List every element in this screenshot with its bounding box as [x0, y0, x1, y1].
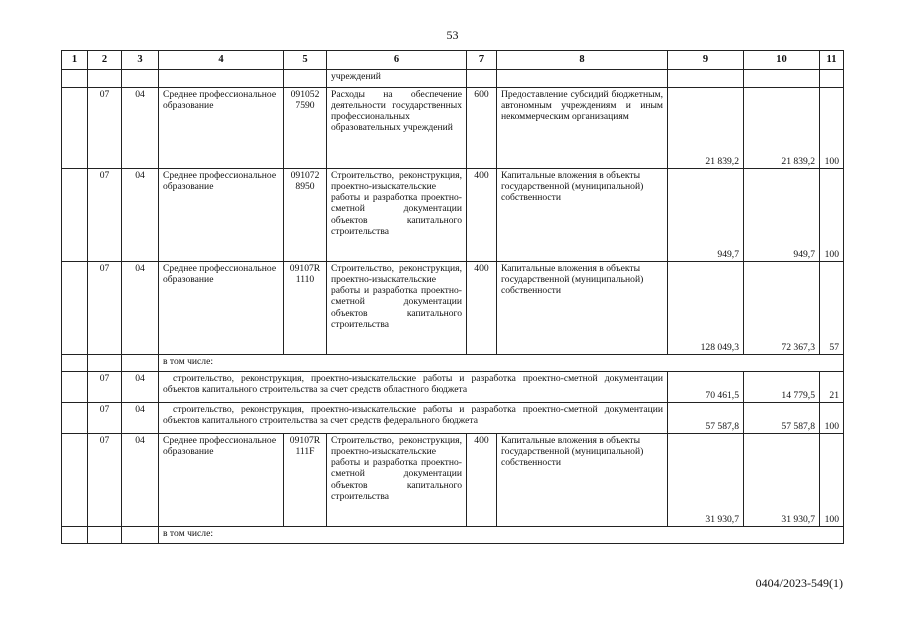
expense-name: Строительство, реконструкция, проектно-изыскательские работы и разработка проектно-сметной документации объектов капитального строительства — [327, 169, 467, 262]
expense-type-code: 400 — [467, 262, 497, 355]
actual-amount: 72 367,3 — [744, 262, 820, 355]
planned-amount: 949,7 — [668, 169, 744, 262]
planned-amount: 21 839,2 — [668, 88, 744, 169]
expense-type-code: 400 — [467, 434, 497, 527]
expense-type-code: 600 — [467, 88, 497, 169]
expense-name: Строительство, реконструкция, проектно-изыскательские работы и разработка проектно-сметной документации объектов капитального строительства — [327, 434, 467, 527]
percent-executed: 100 — [820, 169, 844, 262]
actual-amount: 21 839,2 — [744, 88, 820, 169]
expense-type-name: Капитальные вложения в объекты государственной (муниципальной) собственности — [497, 434, 668, 527]
section-code: 07 — [88, 372, 122, 403]
header-col-1: 1 — [62, 51, 88, 70]
subsection-code: 04 — [122, 434, 159, 527]
table-row — [62, 434, 844, 527]
funding-source-description: строительство, реконструкция, проектно-изыскательские работы и разработка проектно-сметной документации объектов капитального строительства за счет средств областного бюджета — [159, 372, 668, 403]
planned-amount: 31 930,7 — [668, 434, 744, 527]
actual-amount: 949,7 — [744, 169, 820, 262]
actual-amount: 31 930,7 — [744, 434, 820, 527]
planned-amount: 57 587,8 — [668, 403, 744, 434]
header-col-3: 3 — [122, 51, 159, 70]
percent-executed: 100 — [820, 88, 844, 169]
subsection-code: 04 — [122, 372, 159, 403]
percent-executed: 21 — [820, 372, 844, 403]
header-col-6: 6 — [327, 51, 467, 70]
continuation-row — [62, 70, 844, 88]
section-code: 07 — [88, 88, 122, 169]
section-name: Среднее профессиональное образование — [159, 262, 284, 355]
subsection-code: 04 — [122, 403, 159, 434]
including-row — [62, 527, 844, 544]
expense-type-name: Предоставление субсидий бюджетным, автономным учреждениям и иным некоммерческим организациям — [497, 88, 668, 169]
table-row — [62, 169, 844, 262]
expense-type-name: Капитальные вложения в объекты государственной (муниципальной) собственности — [497, 262, 668, 355]
percent-executed: 57 — [820, 262, 844, 355]
section-code: 07 — [88, 262, 122, 355]
planned-amount: 128 049,3 — [668, 262, 744, 355]
section-name: Среднее профессиональное образование — [159, 169, 284, 262]
expense-name: Строительство, реконструкция, проектно-изыскательские работы и разработка проектно-сметной документации объектов капитального строительства — [327, 262, 467, 355]
table-row — [62, 403, 844, 434]
section-name: Среднее профессиональное образование — [159, 88, 284, 169]
header-col-10: 10 — [744, 51, 820, 70]
header-col-2: 2 — [88, 51, 122, 70]
header-col-4: 4 — [159, 51, 284, 70]
header-col-5: 5 — [284, 51, 327, 70]
subsection-code: 04 — [122, 88, 159, 169]
target-article: 09107R 111F — [284, 434, 327, 527]
actual-amount: 14 779,5 — [744, 372, 820, 403]
expense-name: Расходы на обеспечение деятельности государственных профессиональных образовательных учреждений — [327, 88, 467, 169]
header-col-8: 8 — [497, 51, 668, 70]
including-label: в том числе: — [159, 527, 844, 544]
expense-type-name: Капитальные вложения в объекты государственной (муниципальной) собственности — [497, 169, 668, 262]
table-row — [62, 88, 844, 169]
section-name: Среднее профессиональное образование — [159, 434, 284, 527]
header-col-11: 11 — [820, 51, 844, 70]
budget-table — [61, 50, 844, 544]
header-col-7: 7 — [467, 51, 497, 70]
table-row — [62, 262, 844, 355]
expense-type-code: 400 — [467, 169, 497, 262]
percent-executed: 100 — [820, 434, 844, 527]
actual-amount: 57 587,8 — [744, 403, 820, 434]
funding-source-description: строительство, реконструкция, проектно-изыскательские работы и разработка проектно-сметной документации объектов капитального строительства за счет средств федерального бюджета — [159, 403, 668, 434]
document-code: 0404/2023-549(1) — [755, 576, 843, 590]
table-row — [62, 372, 844, 403]
section-code: 07 — [88, 434, 122, 527]
target-article: 091072 8950 — [284, 169, 327, 262]
continuation-text: учреждений — [327, 70, 467, 88]
percent-executed: 100 — [820, 403, 844, 434]
section-code: 07 — [88, 169, 122, 262]
section-code: 07 — [88, 403, 122, 434]
subsection-code: 04 — [122, 169, 159, 262]
including-row — [62, 355, 844, 372]
target-article: 091052 7590 — [284, 88, 327, 169]
page-number: 53 — [446, 28, 459, 42]
target-article: 09107R 1110 — [284, 262, 327, 355]
header-col-9: 9 — [668, 51, 744, 70]
subsection-code: 04 — [122, 262, 159, 355]
including-label: в том числе: — [159, 355, 844, 372]
header-row — [62, 51, 844, 70]
planned-amount: 70 461,5 — [668, 372, 744, 403]
